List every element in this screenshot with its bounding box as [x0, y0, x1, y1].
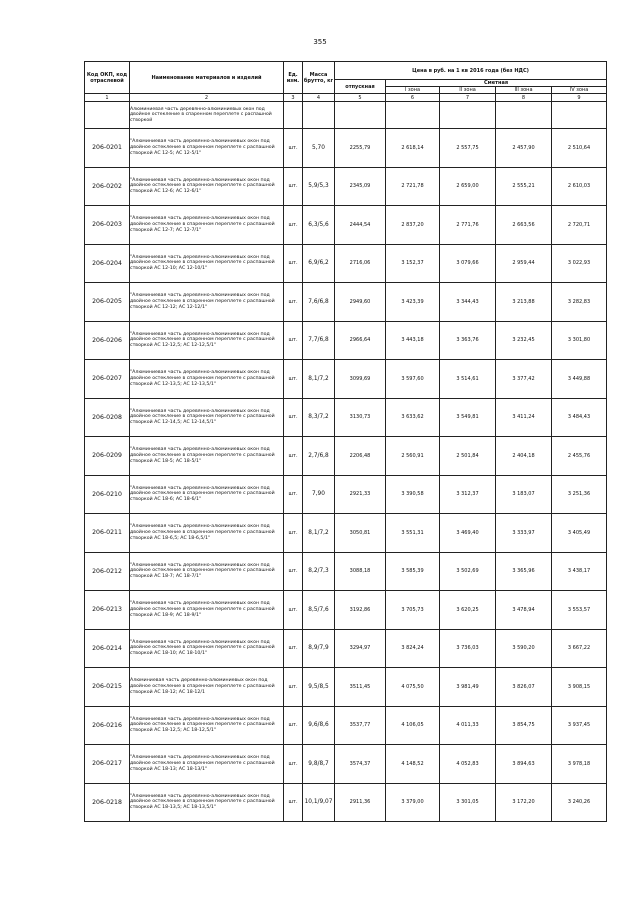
item-code: 206-0211	[85, 514, 130, 553]
item-zone-4-price: 3 667,22	[552, 629, 607, 668]
item-release-price: 2911,36	[335, 783, 386, 822]
item-unit: шт.	[284, 321, 303, 360]
item-code: 206-0202	[85, 167, 130, 206]
item-zone-1-price: 2 837,20	[386, 206, 440, 245]
table-row	[85, 283, 607, 322]
item-name: "Алюминиевая часть деревянно-алюминиевых окон под двойное остекление в спаренном переплете с распашной створкой АС 18-7; АС 18-7/1"	[130, 552, 284, 591]
item-name: "Алюминиевая часть деревянно-алюминиевых окон под двойное остекление в спаренном переплете с распашной створкой АС 18-9; АС 18-9/1"	[130, 591, 284, 630]
table-row	[85, 514, 607, 553]
item-release-price: 3130,73	[335, 398, 386, 437]
item-name: "Алюминиевая часть деревянно-алюминиевых окон под двойное остекление в спаренном переплете с распашной створкой АС 18-12,5; АС 18-12,5/1"	[130, 706, 284, 745]
section-empty-cell	[386, 102, 440, 129]
item-zone-2-price: 3 981,49	[440, 668, 496, 707]
item-zone-3-price: 2 457,90	[496, 129, 552, 168]
table-row	[85, 552, 607, 591]
item-release-price: 3192,86	[335, 591, 386, 630]
header-mass: Масса брутто, кг	[303, 62, 335, 94]
table-row	[85, 206, 607, 245]
item-code: 206-0205	[85, 283, 130, 322]
column-number-row	[85, 94, 607, 102]
item-zone-3-price: 2 404,18	[496, 437, 552, 476]
item-code: 206-0214	[85, 629, 130, 668]
section-empty-cell	[303, 102, 335, 129]
header-estimate: Сметная	[386, 80, 607, 87]
item-zone-4-price: 2 510,64	[552, 129, 607, 168]
table-row	[85, 591, 607, 630]
item-name: "Алюминиевая часть деревянно-алюминиевых окон под двойное остекление в спаренном переплете с распашной створкой АС 12-6; АС 12-6/1"	[130, 167, 284, 206]
item-mass: 8,1/7,2	[303, 360, 335, 399]
table-row	[85, 706, 607, 745]
item-code: 206-0203	[85, 206, 130, 245]
item-zone-3-price: 3 894,63	[496, 745, 552, 784]
item-unit: шт.	[284, 360, 303, 399]
item-zone-1-price: 4 148,52	[386, 745, 440, 784]
item-release-price: 2444,54	[335, 206, 386, 245]
item-unit: шт.	[284, 167, 303, 206]
item-name: "Алюминиевая часть деревянно-алюминиевых окон под двойное остекление в спаренном переплете с распашной створкой АС 18-5; АС 18-5/1"	[130, 437, 284, 476]
item-code: 206-0201	[85, 129, 130, 168]
item-zone-1-price: 3 390,58	[386, 475, 440, 514]
item-zone-1-price: 3 824,24	[386, 629, 440, 668]
item-code: 206-0204	[85, 244, 130, 283]
table-row	[85, 437, 607, 476]
item-unit: шт.	[284, 706, 303, 745]
item-release-price: 2255,79	[335, 129, 386, 168]
item-zone-3-price: 2 663,56	[496, 206, 552, 245]
item-zone-2-price: 3 736,03	[440, 629, 496, 668]
item-release-price: 2716,06	[335, 244, 386, 283]
item-unit: шт.	[284, 244, 303, 283]
item-zone-3-price: 3 213,88	[496, 283, 552, 322]
item-name: "Алюминиевая часть деревянно-алюминиевых окон под двойное остекление в спаренном переплете с распашной створкой АС 18-6; АС 18-6/1"	[130, 475, 284, 514]
column-number: 1	[85, 94, 130, 102]
item-unit: шт.	[284, 668, 303, 707]
item-release-price: 2345,09	[335, 167, 386, 206]
item-code: 206-0206	[85, 321, 130, 360]
table-row	[85, 244, 607, 283]
item-zone-4-price: 3 978,18	[552, 745, 607, 784]
item-zone-2-price: 3 514,61	[440, 360, 496, 399]
column-number: 5	[335, 94, 386, 102]
section-empty-cell	[440, 102, 496, 129]
item-code: 206-0210	[85, 475, 130, 514]
item-zone-4-price: 2 720,71	[552, 206, 607, 245]
column-number: 3	[284, 94, 303, 102]
item-zone-2-price: 3 079,66	[440, 244, 496, 283]
table-row	[85, 668, 607, 707]
item-zone-3-price: 3 411,24	[496, 398, 552, 437]
item-release-price: 3537,77	[335, 706, 386, 745]
item-zone-1-price: 3 585,39	[386, 552, 440, 591]
item-release-price: 3099,69	[335, 360, 386, 399]
item-name: "Алюминиевая часть деревянно-алюминиевых окон под двойное остекление в спаренном переплете с распашной створкой АС 18-10; АС 18-10/1"	[130, 629, 284, 668]
item-release-price: 2921,33	[335, 475, 386, 514]
item-zone-4-price: 3 484,43	[552, 398, 607, 437]
item-zone-4-price: 3 240,26	[552, 783, 607, 822]
item-zone-3-price: 3 377,42	[496, 360, 552, 399]
column-number: 8	[496, 94, 552, 102]
item-zone-3-price: 3 183,07	[496, 475, 552, 514]
item-name: "Алюминиевая часть деревянно-алюминиевых окон под двойное остекление в спаренном переплете с распашной створкой АС 18-13; АС 18-13/1"	[130, 745, 284, 784]
table-row	[85, 745, 607, 784]
item-unit: шт.	[284, 129, 303, 168]
item-zone-2-price: 4 052,83	[440, 745, 496, 784]
item-zone-4-price: 3 301,80	[552, 321, 607, 360]
item-unit: шт.	[284, 783, 303, 822]
item-release-price: 2206,48	[335, 437, 386, 476]
item-zone-2-price: 4 011,33	[440, 706, 496, 745]
item-unit: шт.	[284, 629, 303, 668]
item-unit: шт.	[284, 745, 303, 784]
item-zone-2-price: 3 502,69	[440, 552, 496, 591]
item-zone-4-price: 3 908,15	[552, 668, 607, 707]
page-number: 355	[313, 38, 327, 46]
item-zone-4-price: 2 455,76	[552, 437, 607, 476]
item-mass: 7,6/6,8	[303, 283, 335, 322]
table-row	[85, 398, 607, 437]
header-zone-2: II зона	[440, 87, 496, 94]
item-zone-3-price: 3 172,20	[496, 783, 552, 822]
item-code: 206-0215	[85, 668, 130, 707]
item-zone-3-price: 3 232,45	[496, 321, 552, 360]
item-code: 206-0212	[85, 552, 130, 591]
item-code: 206-0207	[85, 360, 130, 399]
item-name: "Алюминиевая часть деревянно-алюминиевых окон под двойное остекление в спаренном переплете с распашной створкой АС 12-13,5; АС 12-13,5/1"	[130, 360, 284, 399]
item-code: 206-0209	[85, 437, 130, 476]
item-zone-1-price: 3 423,39	[386, 283, 440, 322]
item-release-price: 3511,45	[335, 668, 386, 707]
item-zone-1-price: 3 597,60	[386, 360, 440, 399]
item-release-price: 3574,37	[335, 745, 386, 784]
column-number: 2	[130, 94, 284, 102]
item-zone-2-price: 2 659,00	[440, 167, 496, 206]
item-zone-3-price: 3 333,97	[496, 514, 552, 553]
item-zone-3-price: 2 555,21	[496, 167, 552, 206]
table-row	[85, 475, 607, 514]
item-name: "Алюминиевая часть деревянно-алюминиевых окон под двойное остекление в спаренном переплете с распашной створкой АС 12-5; АС 12-5/1"	[130, 129, 284, 168]
item-zone-3-price: 3 365,96	[496, 552, 552, 591]
item-mass: 8,9/7,9	[303, 629, 335, 668]
header-unit: Ед. изм.	[284, 62, 303, 94]
item-zone-2-price: 3 469,40	[440, 514, 496, 553]
section-empty-cell	[284, 102, 303, 129]
section-empty-cell	[552, 102, 607, 129]
item-unit: шт.	[284, 283, 303, 322]
item-mass: 10,1/9,07	[303, 783, 335, 822]
item-zone-1-price: 3 705,73	[386, 591, 440, 630]
item-mass: 2,7/6,8	[303, 437, 335, 476]
item-zone-2-price: 3 549,81	[440, 398, 496, 437]
item-zone-2-price: 3 312,37	[440, 475, 496, 514]
item-unit: шт.	[284, 437, 303, 476]
item-zone-4-price: 2 610,03	[552, 167, 607, 206]
item-zone-1-price: 2 560,91	[386, 437, 440, 476]
item-name: "Алюминиевая часть деревянно-алюминиевых окон под двойное остекление в спаренном переплете с распашной створкой АС 18-13,5; АС 18-13,5/1"	[130, 783, 284, 822]
item-name: "Алюминиевая часть деревянно-алюминиевых окон под двойное остекление в спаренном переплете с распашной створкой АС 12-10; АС 12-10/1"	[130, 244, 284, 283]
item-zone-2-price: 2 557,75	[440, 129, 496, 168]
item-zone-1-price: 4 075,50	[386, 668, 440, 707]
item-zone-2-price: 2 501,84	[440, 437, 496, 476]
item-code: 206-0213	[85, 591, 130, 630]
section-row	[85, 102, 607, 129]
section-empty-cell	[335, 102, 386, 129]
item-mass: 8,3/7,2	[303, 398, 335, 437]
item-unit: шт.	[284, 514, 303, 553]
item-zone-4-price: 3 449,88	[552, 360, 607, 399]
item-zone-4-price: 3 022,93	[552, 244, 607, 283]
item-unit: шт.	[284, 591, 303, 630]
item-mass: 8,1/7,2	[303, 514, 335, 553]
item-zone-4-price: 3 251,36	[552, 475, 607, 514]
item-zone-1-price: 3 443,18	[386, 321, 440, 360]
column-number: 9	[552, 94, 607, 102]
item-name: "Алюминиевая часть деревянно-алюминиевых окон под двойное остекление в спаренном переплете с распашной створкой АС 12-12; АС 12-12/1"	[130, 283, 284, 322]
item-unit: шт.	[284, 206, 303, 245]
item-release-price: 3050,81	[335, 514, 386, 553]
column-number: 7	[440, 94, 496, 102]
item-mass: 6,3/5,6	[303, 206, 335, 245]
item-code: 206-0217	[85, 745, 130, 784]
item-release-price: 3294,97	[335, 629, 386, 668]
item-mass: 5,9/5,3	[303, 167, 335, 206]
item-name: Алюминиевая часть деревянно-алюминиевых окон под двойное остекление в спаренном переплете с распашной створкой АС 18-12; АС 18-12/1	[130, 668, 284, 707]
item-mass: 9,5/8,5	[303, 668, 335, 707]
header-code: Код ОКП, код отраслевой	[85, 62, 130, 94]
item-mass: 9,6/8,6	[303, 706, 335, 745]
section-empty-cell	[496, 102, 552, 129]
item-name: "Алюминиевая часть деревянно-алюминиевых окон под двойное остекление в спаренном переплете с распашной створкой АС 12-7; АС 12-7/1"	[130, 206, 284, 245]
section-title: Алюминиевая часть деревянно-алюминиевых окон под двойное остекление в спаренном переплете с распашной створкой	[130, 102, 284, 129]
item-release-price: 3088,18	[335, 552, 386, 591]
item-release-price: 2966,64	[335, 321, 386, 360]
item-zone-4-price: 3 405,49	[552, 514, 607, 553]
item-mass: 8,2/7,3	[303, 552, 335, 591]
item-unit: шт.	[284, 552, 303, 591]
item-release-price: 2949,60	[335, 283, 386, 322]
item-unit: шт.	[284, 475, 303, 514]
item-zone-3-price: 3 478,94	[496, 591, 552, 630]
item-zone-2-price: 3 620,25	[440, 591, 496, 630]
header-name: Наименование материалов и изделий	[130, 62, 284, 94]
item-name: "Алюминиевая часть деревянно-алюминиевых окон под двойное остекление в спаренном переплете с распашной створкой АС 18-6,5; АС 18-6,5/1"	[130, 514, 284, 553]
table-row	[85, 360, 607, 399]
header-price-group: Цена в руб. на 1 кв 2016 года (без НДС)	[335, 62, 607, 80]
item-zone-3-price: 3 590,20	[496, 629, 552, 668]
header-release: отпускная	[335, 80, 386, 94]
item-zone-1-price: 3 152,37	[386, 244, 440, 283]
item-mass: 7,7/6,8	[303, 321, 335, 360]
item-unit: шт.	[284, 398, 303, 437]
item-zone-1-price: 3 633,62	[386, 398, 440, 437]
item-zone-4-price: 3 282,83	[552, 283, 607, 322]
item-zone-1-price: 3 551,31	[386, 514, 440, 553]
column-number: 4	[303, 94, 335, 102]
item-zone-4-price: 3 553,57	[552, 591, 607, 630]
item-zone-4-price: 3 937,45	[552, 706, 607, 745]
item-code: 206-0218	[85, 783, 130, 822]
item-name: "Алюминиевая часть деревянно-алюминиевых окон под двойное остекление в спаренном переплете с распашной створкой АС 12-12,5; АС 12-12,5/1"	[130, 321, 284, 360]
column-number: 6	[386, 94, 440, 102]
table-row	[85, 321, 607, 360]
item-mass: 8,5/7,6	[303, 591, 335, 630]
item-zone-2-price: 3 301,05	[440, 783, 496, 822]
item-mass: 5,70	[303, 129, 335, 168]
price-table	[84, 61, 607, 822]
item-zone-3-price: 2 959,44	[496, 244, 552, 283]
item-zone-1-price: 3 379,00	[386, 783, 440, 822]
item-zone-3-price: 3 826,07	[496, 668, 552, 707]
item-zone-2-price: 3 344,43	[440, 283, 496, 322]
header-zone-3: III зона	[496, 87, 552, 94]
item-zone-3-price: 3 854,75	[496, 706, 552, 745]
item-zone-4-price: 3 438,17	[552, 552, 607, 591]
table-row	[85, 783, 607, 822]
item-code: 206-0208	[85, 398, 130, 437]
header-zone-4: IV зона	[552, 87, 607, 94]
header-zone-1: I зона	[386, 87, 440, 94]
item-name: "Алюминиевая часть деревянно-алюминиевых окон под двойное остекление в спаренном переплете с распашной створкой АС 12-14,5; АС 12-14,5/1"	[130, 398, 284, 437]
table-row	[85, 167, 607, 206]
table-row	[85, 629, 607, 668]
item-zone-1-price: 4 106,05	[386, 706, 440, 745]
section-empty-cell	[85, 102, 130, 129]
item-zone-2-price: 3 363,76	[440, 321, 496, 360]
item-zone-2-price: 2 771,76	[440, 206, 496, 245]
item-mass: 6,9/6,2	[303, 244, 335, 283]
item-code: 206-0216	[85, 706, 130, 745]
item-mass: 7,90	[303, 475, 335, 514]
table-row	[85, 129, 607, 168]
item-mass: 9,8/8,7	[303, 745, 335, 784]
item-zone-1-price: 2 721,78	[386, 167, 440, 206]
item-zone-1-price: 2 618,14	[386, 129, 440, 168]
